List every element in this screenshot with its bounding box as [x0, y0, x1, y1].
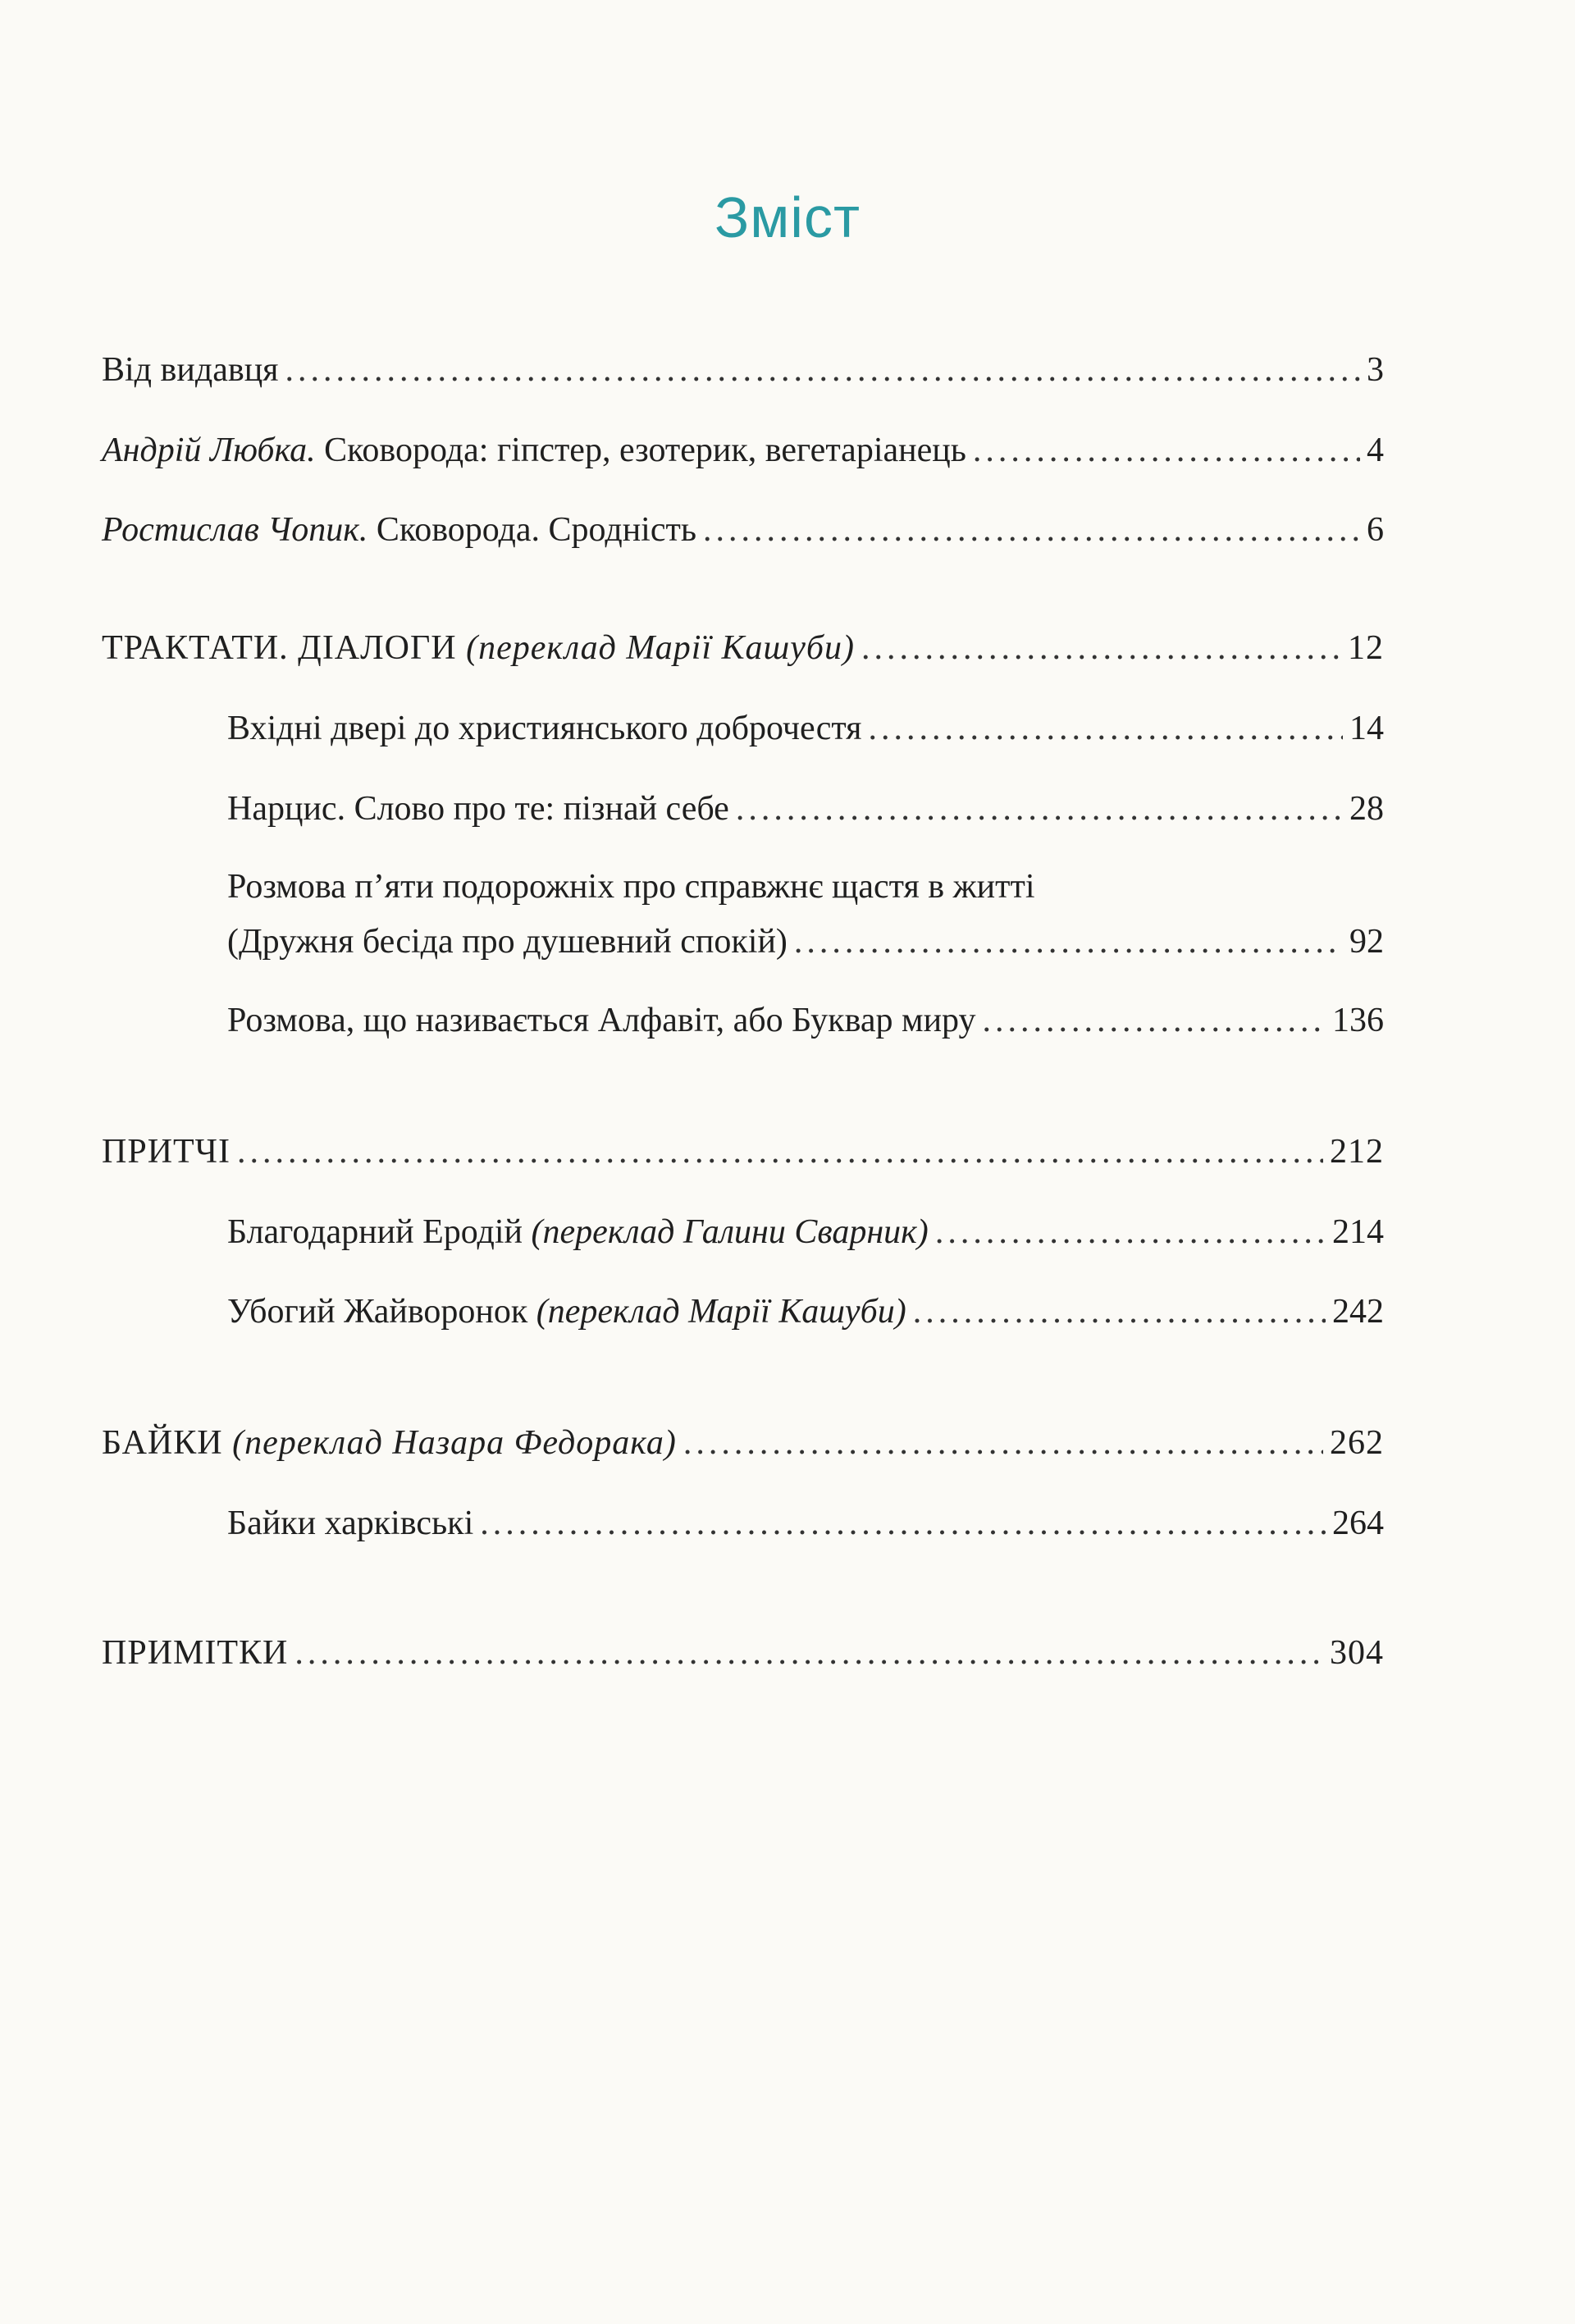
toc-entry-translator: (переклад Марії Кашуби) [466, 629, 855, 667]
toc-page-number: 28 [1349, 790, 1384, 828]
toc-entry-title: Байки харківські [227, 1504, 474, 1542]
section-heading: ТРАКТАТИ. ДІАЛОГИ [102, 629, 457, 667]
toc-entry-title [102, 429, 966, 472]
toc-page-number: 212 [1330, 1133, 1384, 1171]
toc-entry-fables[interactable] [102, 1422, 1384, 1464]
section-heading: БАЙКИ [102, 1424, 223, 1462]
toc-entry-kharkiv-fables[interactable] [227, 1502, 1384, 1545]
toc-entry-title: Розмова, що називається Алфавіт, або Буквар миру [227, 1002, 976, 1039]
toc-entry-author: Андрій Любка. [102, 431, 316, 469]
dot-leader [869, 707, 1344, 750]
toc-page-number: 92 [1349, 923, 1384, 961]
dot-leader [983, 999, 1326, 1042]
toc-entry-name: Благодарний Еродій [227, 1213, 523, 1251]
toc-entry-title [102, 627, 855, 669]
toc-entry-title [102, 1422, 677, 1464]
toc-entry-author: Ростислав Чопик. [102, 511, 368, 549]
toc-entry-lark[interactable] [227, 1290, 1384, 1333]
dot-leader [683, 1422, 1323, 1464]
toc-page-number: 262 [1330, 1424, 1384, 1462]
dot-leader [294, 1632, 1323, 1674]
dot-leader [935, 1211, 1326, 1253]
dot-leader [973, 429, 1360, 472]
dot-leader [285, 349, 1361, 391]
toc-page-number: 6 [1367, 511, 1384, 549]
toc-page-number: 12 [1348, 629, 1384, 667]
toc-entry-parables[interactable] [102, 1130, 1384, 1173]
toc-entry-doors[interactable] [227, 707, 1384, 750]
toc-entry-translator: (переклад Галини Сварник) [531, 1213, 929, 1251]
toc-entry-title: ПРИТЧІ [102, 1133, 231, 1171]
toc-page-number: 136 [1332, 1002, 1384, 1039]
dot-leader [237, 1130, 1323, 1173]
dot-leader [480, 1502, 1326, 1545]
toc-entry-notes[interactable] [102, 1632, 1384, 1674]
toc-entry-title: ПРИМІТКИ [102, 1634, 289, 1672]
toc-entry-translator: (переклад Назара Федорака) [232, 1424, 677, 1462]
page-title: Зміст [714, 185, 861, 249]
toc-page-number: 4 [1367, 431, 1384, 469]
toc-entry-alphabet[interactable] [227, 999, 1384, 1042]
toc-entry-title: Від видавця [102, 351, 279, 389]
toc-entry-name: Убогий Жайворонок [227, 1293, 528, 1331]
toc-entry-treatises[interactable] [102, 627, 1384, 669]
toc-entry-title: Вхідні двері до християнського доброчестя [227, 710, 862, 747]
toc-entry-erodiy[interactable] [227, 1211, 1384, 1253]
toc-entry-title [227, 1290, 906, 1333]
toc-entry-translator: (переклад Марії Кашуби) [536, 1293, 906, 1331]
toc-page-number: 14 [1349, 710, 1384, 747]
toc-entry-subtitle: Сковорода. Сродність [368, 511, 697, 549]
toc-entry-title: Нарцис. Слово про те: пізнай себе [227, 790, 729, 828]
toc-page-number: 214 [1332, 1213, 1384, 1251]
toc-entry-lyubka[interactable] [102, 429, 1384, 472]
toc-entry-publisher[interactable] [102, 349, 1384, 391]
toc-entry-title [102, 509, 696, 551]
dot-leader [794, 920, 1343, 963]
toc-entry-conversation-line1: Розмова п’яти подорожніх про справжнє щастя в житті [227, 868, 1035, 906]
dot-leader [736, 788, 1343, 830]
dot-leader [703, 509, 1360, 551]
toc-page-number: 304 [1330, 1634, 1384, 1672]
toc-page-number: 3 [1367, 351, 1384, 389]
toc-entry-chopyk[interactable] [102, 509, 1384, 551]
toc-entry-narcissus[interactable] [227, 788, 1384, 830]
dot-leader [913, 1290, 1326, 1333]
toc-entry-title [227, 1211, 929, 1253]
toc-page-number: 264 [1332, 1504, 1384, 1542]
dot-leader [861, 627, 1341, 669]
toc-page-number: 242 [1332, 1293, 1384, 1331]
toc-entry-subtitle: Сковорода: гіпстер, езотерик, вегетаріанець [315, 431, 966, 469]
toc-entry-conversation[interactable] [227, 920, 1384, 963]
toc-entry-title: (Дружня бесіда про душевний спокій) [227, 923, 788, 961]
